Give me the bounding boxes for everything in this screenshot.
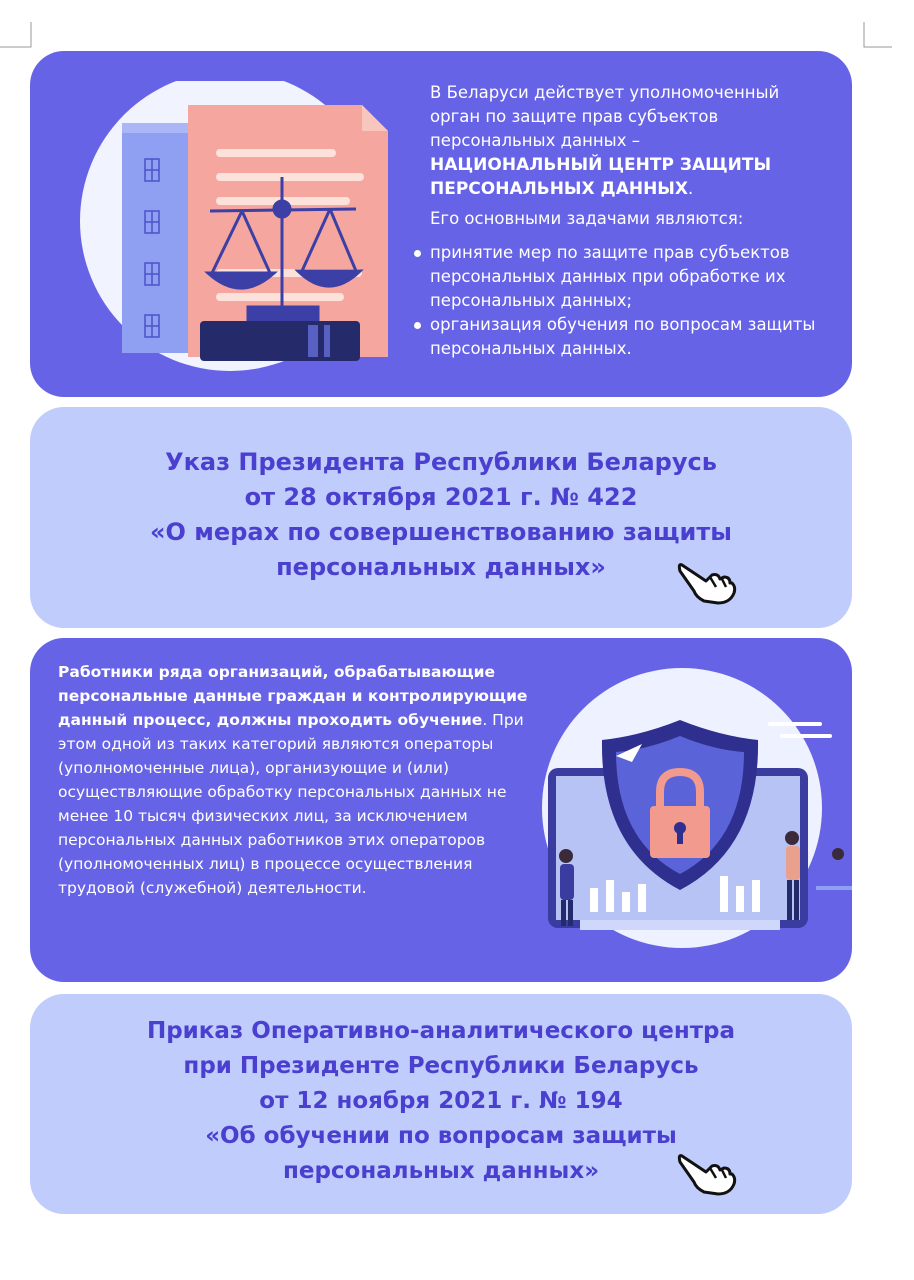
list-item: принятие мер по защите прав субъектов персональных данных при обработке их персональных данных; xyxy=(410,241,830,313)
training-bold: Работники ряда организаций, обрабатывающие персональные данные граждан и контролирующие данный процесс, должны проходить обучение xyxy=(58,663,528,729)
order-line: персональных данных» xyxy=(282,1158,600,1184)
book-icon xyxy=(200,321,360,361)
order-line: «Об обучении по вопросам защиты xyxy=(205,1123,677,1149)
pointing-hand-icon[interactable] xyxy=(676,557,738,607)
center-name-suffix: . xyxy=(688,179,694,198)
pointing-hand-icon[interactable] xyxy=(676,1148,738,1198)
training-card xyxy=(30,638,852,982)
center-name: НАЦИОНАЛЬНЫЙ ЦЕНТР ЗАЩИТЫ ПЕРСОНАЛЬНЫХ ДАННЫХ xyxy=(430,155,772,199)
order-line: Приказ Оперативно-аналитического центра xyxy=(146,1018,736,1044)
order-line: от 12 ноября 2021 г. № 194 xyxy=(259,1088,623,1114)
training-text xyxy=(58,660,533,900)
tasks-heading: Его основными задачами являются: xyxy=(430,209,744,228)
crop-mark-right xyxy=(860,0,914,50)
order-link-card[interactable] xyxy=(30,994,852,1214)
decree-link-card[interactable] xyxy=(30,407,852,628)
training-regular: . При этом одной из таких категорий являются операторы (уполномоченные лица), организующие и (или) осуществляющие обработку персональных данных не менее 10 тысяч физических лиц, за исключением персональных данных работников этих операторов (уполномоченных лиц) в процессе осуществления трудовой (служебной) деятельности. xyxy=(58,711,524,897)
list-item: организация обучения по вопросам защиты персональных данных. xyxy=(410,313,830,361)
decree-line: от 28 октября 2021 г. № 422 xyxy=(244,483,638,511)
authority-card xyxy=(30,51,852,397)
tasks-list xyxy=(410,241,830,361)
decree-line: персональных данных» xyxy=(276,553,606,581)
decree-line: Указ Президента Республики Беларусь xyxy=(165,448,717,476)
intro-text: В Беларуси действует уполномоченный орган по защите прав субъектов персональных данных – xyxy=(430,83,780,150)
building-icon xyxy=(122,123,192,353)
security-illustration xyxy=(520,658,852,958)
authority-intro xyxy=(430,81,830,201)
order-line: при Президенте Республики Беларусь xyxy=(183,1053,699,1079)
crop-mark-left xyxy=(0,0,40,50)
authority-illustration xyxy=(70,81,430,381)
decree-line: «О мерах по совершенствованию защиты xyxy=(150,518,732,546)
